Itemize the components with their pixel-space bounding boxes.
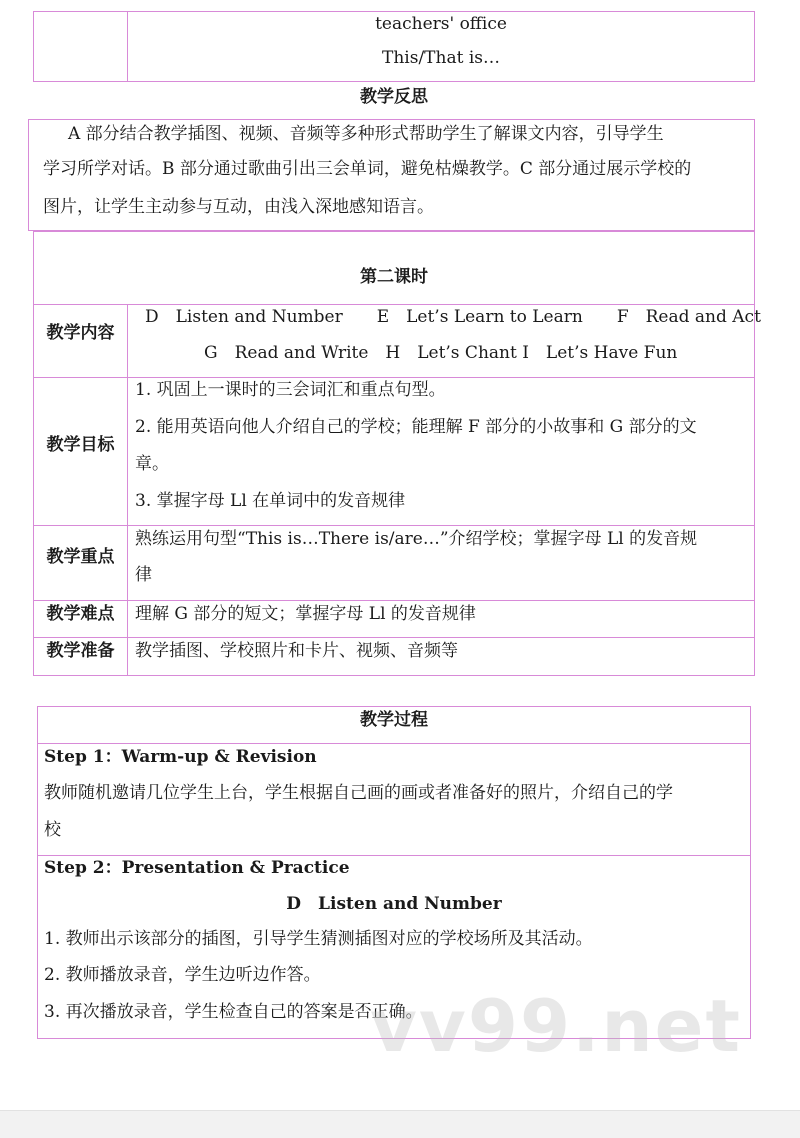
top-table-line-1: teachers' office bbox=[375, 14, 507, 34]
step2-heading: Step 2：Presentation & Practice bbox=[44, 858, 350, 878]
step2-line-3: 3. 再次播放录音，学生检查自己的答案是否正确。 bbox=[44, 1002, 423, 1022]
difficult-label: 教学难点 bbox=[46, 604, 115, 624]
step1-heading: Step 1：Warm-up & Revision bbox=[44, 747, 317, 767]
prep-text: 教学插图、学校照片和卡片、视频、音频等 bbox=[135, 641, 458, 661]
reflection-line-3: 图片，让学生主动参与互动，由浅入深地感知语言。 bbox=[43, 197, 434, 217]
content-label: 教学内容 bbox=[46, 323, 115, 343]
goals-line-1: 1. 巩固上一课时的三会词汇和重点句型。 bbox=[135, 380, 446, 400]
content-line-2: G Read and Write H Let’s Chant I Let’s Have Fun bbox=[204, 343, 678, 363]
step2-line-1: 1. 教师出示该部分的插图，引导学生猜测插图对应的学校场所及其活动。 bbox=[44, 929, 593, 949]
step1-line-1: 教师随机邀请几位学生上台，学生根据自己画的画或者准备好的照片，介绍自己的学 bbox=[44, 783, 673, 803]
key-line-1: 熟练运用句型“This is…There is/are…”介绍学校；掌握字母 Ll 的发音规 bbox=[135, 529, 698, 549]
reflection-title: 教学反思 bbox=[360, 87, 428, 107]
key-label: 教学重点 bbox=[46, 547, 115, 567]
top-table-label-cell bbox=[33, 11, 128, 82]
goals-line-3: 章。 bbox=[135, 454, 169, 474]
step2-subheading: D Listen and Number bbox=[286, 894, 502, 914]
reflection-line-2: 学习所学对话。B 部分通过歌曲引出三会单词，避免枯燥教学。C 部分通过展示学校的 bbox=[43, 159, 692, 179]
goals-label: 教学目标 bbox=[46, 435, 115, 455]
reflection-line-1: A 部分结合教学插图、视频、音频等多种形式帮助学生了解课文内容，引导学生 bbox=[68, 124, 664, 144]
process-title: 教学过程 bbox=[360, 710, 428, 730]
step1-line-2: 校 bbox=[44, 820, 61, 840]
key-line-2: 律 bbox=[135, 565, 152, 585]
content-line-1: D Listen and Number E Let’s Learn to Learn F Read and Act bbox=[145, 307, 761, 327]
prep-label: 教学准备 bbox=[46, 641, 115, 661]
difficult-text: 理解 G 部分的短文；掌握字母 Ll 的发音规律 bbox=[135, 604, 476, 624]
step2-line-2: 2. 教师播放录音，学生边听边作答。 bbox=[44, 965, 321, 985]
goals-line-2: 2. 能用英语向他人介绍自己的学校；能理解 F 部分的小故事和 G 部分的文 bbox=[135, 417, 697, 437]
goals-line-4: 3. 掌握字母 Ll 在单词中的发音规律 bbox=[135, 491, 406, 511]
top-table-line-2: This/That is… bbox=[382, 48, 500, 68]
watermark: vv99.net bbox=[370, 984, 742, 1068]
lesson2-title: 第二课时 bbox=[360, 267, 428, 287]
page-bottom-strip bbox=[0, 1110, 800, 1138]
